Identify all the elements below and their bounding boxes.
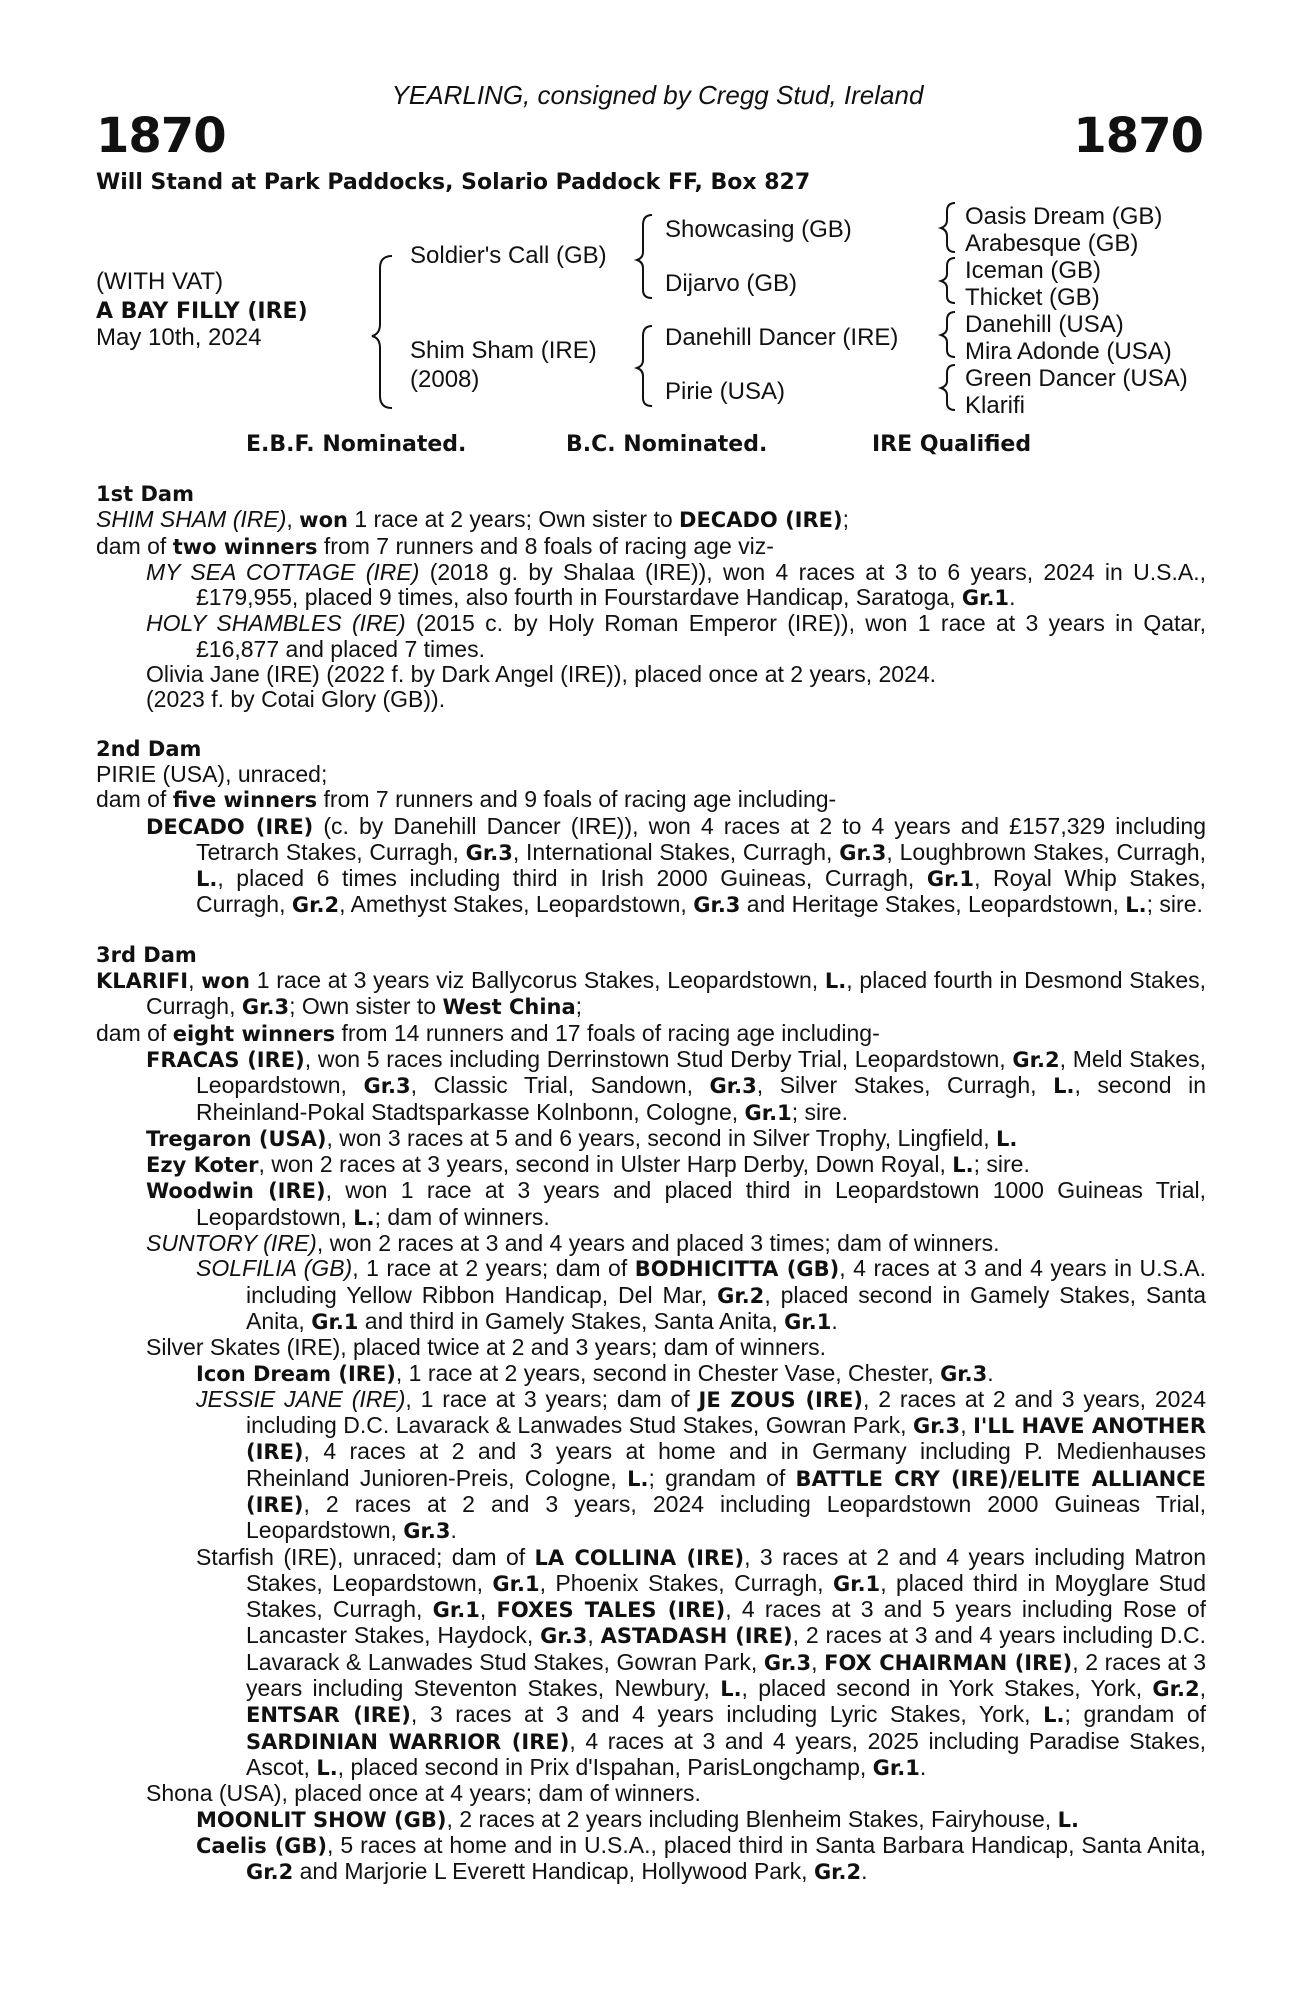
bold-text: won (299, 508, 348, 533)
pedigree-entry (96, 968, 1206, 1021)
entry-text: PIRIE (USA), unraced; (96, 760, 328, 787)
entry-text: ; Own sister to (289, 993, 443, 1020)
bold-text: two winners (172, 534, 318, 559)
pedigree-entry (96, 1361, 1206, 1387)
entry-text: . (450, 1517, 457, 1544)
entry-text: ; sire. (791, 1098, 848, 1125)
bold-text: Gr.1 (744, 1100, 792, 1125)
pedigree-entry (96, 1231, 1206, 1256)
entry-text: from 14 runners and 17 foals of racing age including- (335, 1019, 880, 1046)
bracket-gen3-a (941, 203, 955, 252)
stand-location: Will Stand at Park Paddocks, Solario Paddock FF, Box 827 (96, 170, 811, 195)
bold-text: ENTSAR (IRE) (246, 1703, 411, 1728)
bold-text: five winners (172, 788, 318, 813)
pedigree-entry (96, 662, 1206, 687)
entry-text: and Marjorie L Everett Handicap, Hollywood Park, (293, 1858, 814, 1885)
entry-text: ; grandam of (648, 1464, 796, 1491)
entry-text: Olivia Jane (IRE) (2022 f. by Dark Angel (IRE)), placed once at 2 years, 2024. (146, 661, 937, 688)
entry-text: dam of (96, 532, 173, 559)
bold-text: eight winners (172, 1021, 336, 1046)
bold-text: BODHICITTA (GB) (634, 1257, 840, 1282)
entry-text: , 1 race at 3 years; dam of (405, 1385, 699, 1412)
bold-text: Gr.3 (540, 1624, 588, 1649)
bold-text: FRACAS (IRE) (146, 1047, 305, 1072)
dam-sire-dam: Mira Adonde (USA) (965, 338, 1172, 365)
entry-text: , 3 races at 2 and 4 years including Matron Stakes, Leopardstown, (246, 1543, 1207, 1596)
entry-text: , won 2 races at 3 and 4 years and placed 3 times; dam of winners. (316, 1230, 1000, 1257)
entry-text: 1 race at 2 years; Own sister to (347, 506, 680, 533)
ebf-nomination: E.B.F. Nominated. (246, 432, 467, 457)
entry-text: , (811, 1648, 825, 1675)
entry-text: . (919, 1753, 927, 1780)
bracket-gen3-b (941, 258, 955, 303)
entry-text: , 5 races at home and in U.S.A., placed third in Santa Barbara Handicap, Santa Anita, (327, 1831, 1206, 1858)
bold-text: won (201, 969, 250, 994)
pedigree-entry (96, 1126, 1206, 1152)
section-heading: 2nd Dam (96, 736, 202, 761)
bold-text: Tregaron (USA) (146, 1126, 327, 1151)
bold-text: L. (1053, 1074, 1075, 1099)
bold-text: FOX CHAIRMAN (IRE) (824, 1650, 1073, 1675)
entry-text: , (1199, 1675, 1206, 1702)
bold-text: Gr.3 (912, 1414, 961, 1439)
bold-text: Gr.2 (717, 1283, 765, 1308)
pedigree-entry (96, 1545, 1206, 1782)
pedigree-entry (96, 1256, 1206, 1335)
foaling-date: May 10th, 2024 (96, 324, 262, 351)
bold-text: L. (316, 1755, 338, 1780)
pedigree-entry (96, 534, 1206, 560)
pedigree-entry (96, 1152, 1206, 1178)
bold-text: L. (996, 1126, 1018, 1151)
bold-text: Gr.2 (1152, 1677, 1200, 1702)
entry-text: ; dam of winners. (374, 1203, 550, 1230)
entry-text: , 2 races at 3 and 4 years including D.C. Lavarack & Lanwades Stud Stakes, Gowran Park, (246, 1622, 1206, 1675)
section-heading: 1st Dam (96, 482, 194, 506)
bold-text: Gr.3 (403, 1519, 451, 1544)
bold-text: Gr.1 (832, 1571, 881, 1596)
dam-dam: Pirie (USA) (665, 378, 786, 405)
bold-text: L. (824, 969, 847, 994)
bold-text: Gr.2 (246, 1860, 294, 1885)
pedigree-entry (96, 1021, 1206, 1047)
lot-number-right: 1870 (1073, 108, 1203, 164)
bracket-gen2-sire (637, 215, 652, 298)
bold-text: L. (720, 1677, 742, 1702)
entry-text: , International Stakes, Curragh, (512, 838, 840, 865)
entry-text: , won 2 races at 3 years, second in Ulster Harp Derby, Down Royal, (258, 1151, 953, 1178)
entry-text: , Silver Stakes, Curragh, (756, 1072, 1054, 1099)
bold-text: West China (442, 995, 576, 1020)
bold-text: Gr.2 (813, 1860, 862, 1885)
sire-sire-sire: Oasis Dream (GB) (965, 203, 1163, 230)
dam-dam-sire: Green Dancer (USA) (965, 365, 1188, 392)
bold-text: L. (196, 867, 218, 892)
entry-text: , placed third in Moyglare Stud Stakes, Curragh, (246, 1569, 1206, 1623)
bold-text: Gr.3 (839, 840, 887, 865)
italic-text: SHIM SHAM (IRE) (96, 506, 287, 533)
bold-text: Gr.1 (311, 1309, 359, 1334)
bold-text: Gr.3 (465, 840, 513, 865)
bold-text: DECADO (IRE) (146, 814, 314, 839)
entry-text: , 2 races at 2 and 3 years, 2024 including Leopardstown 2000 Guineas Trial, Leopardstown, (246, 1490, 1206, 1544)
sire-sire-dam: Arabesque (GB) (965, 230, 1139, 257)
bold-text: Gr.3 (363, 1074, 411, 1099)
bold-text: Gr.1 (961, 586, 1010, 611)
entry-text: , 4 races at 3 and 4 years in U.S.A. including Yellow Ribbon Handicap, Del Mar, (246, 1255, 1206, 1308)
entry-text: , placed second in Gamely Stakes, Santa Anita, (246, 1281, 1206, 1334)
dam-dam-dam: Klarifi (965, 392, 1026, 419)
entry-text: (c. by Danehill Dancer (IRE)), won 4 races at 2 to 4 years and £157,329 including Tetrarch Stakes, Curragh, (196, 812, 1206, 865)
entry-text: , (286, 506, 300, 533)
bold-text: L. (627, 1466, 649, 1491)
pedigree-entry (96, 1781, 1206, 1806)
entry-text: ; sire. (1146, 891, 1203, 918)
entry-text: , Loughbrown Stakes, Curragh, (886, 838, 1206, 865)
ire-qualification: IRE Qualified (872, 432, 1032, 457)
entry-text: (2023 f. by Cotai Glory (GB)). (146, 686, 446, 713)
sire-sire: Showcasing (GB) (665, 216, 852, 243)
entry-text: , 4 races at 3 and 5 years including Rose of Lancaster Stakes, Haydock, (246, 1596, 1207, 1649)
bracket-gen2-dam (637, 326, 652, 406)
entry-text: Starfish (IRE), unraced; dam of (196, 1543, 535, 1570)
dam-sire: Danehill Dancer (IRE) (665, 324, 899, 351)
entry-text: , won 1 race at 3 years and placed third in Leopardstown 1000 Guineas Trial, Leopardstown, (196, 1177, 1206, 1230)
italic-text: HOLY SHAMBLES (IRE) (146, 610, 406, 637)
entry-text: , (479, 1596, 497, 1623)
entry-text: , won 3 races at 5 and 6 years, second in Silver Trophy, Lingfield, (326, 1124, 996, 1151)
sire-dam-dam: Thicket (GB) (965, 284, 1100, 311)
entry-text: , 4 races at 2 and 3 years at home and in Germany including P. Medienhauses Rheinland Junioren-Preis, Cologne, (246, 1438, 1206, 1491)
lot-horse-name: A BAY FILLY (IRE) (96, 299, 308, 324)
pedigree-entry (96, 1387, 1206, 1545)
bold-text: L. (952, 1153, 974, 1178)
entry-text: Silver Skates (IRE), placed twice at 2 and 3 years; dam of winners. (146, 1334, 827, 1361)
entry-text: , (188, 967, 202, 994)
entry-text: and third in Gamely Stakes, Santa Anita, (358, 1307, 785, 1334)
entry-text: , 1 race at 2 years; dam of (352, 1255, 635, 1282)
entry-text: dam of (96, 786, 173, 813)
entry-text: , 2 races at 3 years including Steventon Stakes, Newbury, (246, 1648, 1206, 1702)
dam-year: (2008) (410, 366, 480, 393)
italic-text: JESSIE JANE (IRE) (196, 1385, 406, 1412)
bold-text: L. (1125, 893, 1147, 918)
entry-text: , second in Rheinland-Pokal Stadtsparkasse Kolnbonn, Cologne, (196, 1072, 1207, 1125)
bold-text: FOXES TALES (IRE) (496, 1598, 726, 1623)
bold-text: MOONLIT SHOW (GB) (196, 1807, 447, 1832)
entry-text: , Classic Trial, Sandown, (410, 1072, 710, 1099)
pedigree-entry (96, 1047, 1206, 1126)
entry-text: , (587, 1622, 601, 1649)
sire: Soldier's Call (GB) (410, 242, 607, 269)
bold-text: Ezy Koter (146, 1153, 259, 1178)
bold-text: DECADO (IRE) (679, 508, 843, 533)
pedigree-entry (96, 1807, 1206, 1833)
family-record (96, 482, 1206, 1885)
entry-text: dam of (96, 1019, 173, 1046)
lot-number-left: 1870 (96, 108, 226, 164)
pedigree-entry (96, 787, 1206, 813)
entry-text: , 4 races at 3 and 4 years, 2025 including Paradise Stakes, Ascot, (246, 1727, 1206, 1780)
bold-text: I'LL HAVE ANOTHER (IRE) (246, 1414, 1207, 1465)
entry-text: 1 race at 3 years viz Ballycorus Stakes, Leopardstown, (249, 967, 825, 994)
entry-text: ; (842, 506, 849, 533)
bold-text: L. (1057, 1807, 1079, 1832)
entry-text: , Royal Whip Stakes, Curragh, (196, 865, 1206, 918)
entry-text: , won 5 races including Derrinstown Stud Derby Trial, Leopardstown, (304, 1045, 1013, 1072)
entry-text: ; sire. (973, 1151, 1030, 1178)
entry-text: . (831, 1307, 838, 1334)
bold-text: Gr.3 (940, 1361, 988, 1386)
bold-text: Gr.1 (784, 1309, 832, 1334)
entry-text: , placed second in Prix d'Ispahan, ParisLongchamp, (337, 1753, 873, 1780)
bold-text: Gr.2 (291, 893, 340, 918)
bold-text: LA COLLINA (IRE) (534, 1545, 745, 1570)
entry-text: ; grandam of (1064, 1701, 1206, 1728)
dam-sire-sire: Danehill (USA) (965, 311, 1124, 338)
pedigree-entry (96, 507, 1206, 533)
bold-text: Gr.1 (926, 867, 975, 892)
bold-text: Gr.1 (492, 1571, 540, 1596)
dam: Shim Sham (IRE) (410, 337, 597, 364)
entry-text: , placed 6 times including third in Irish 2000 Guineas, Curragh, (217, 865, 927, 892)
section-gap (96, 713, 1206, 737)
entry-text: , (960, 1412, 974, 1439)
italic-text: SUNTORY (IRE) (146, 1230, 317, 1257)
sire-dam-sire: Iceman (GB) (965, 257, 1102, 284)
entry-text: , Phoenix Stakes, Curragh, (539, 1569, 833, 1596)
entry-text: and Heritage Stakes, Leopardstown, (740, 891, 1126, 918)
sire-dam: Dijarvo (GB) (665, 270, 798, 297)
bold-text: JE ZOUS (IRE) (698, 1387, 863, 1412)
entry-text: , 2 races at 2 years including Blenheim Stakes, Fairyhouse, (446, 1805, 1058, 1832)
bracket-gen1 (372, 256, 392, 408)
pedigree-entry (96, 1833, 1206, 1886)
bc-nomination: B.C. Nominated. (566, 432, 768, 457)
bold-text: SARDINIAN WARRIOR (IRE) (246, 1729, 570, 1754)
section-heading: 3rd Dam (96, 942, 197, 967)
bracket-gen3-c (941, 312, 955, 357)
bold-text: Woodwin (IRE) (146, 1179, 326, 1204)
italic-text: SOLFILIA (GB) (196, 1255, 353, 1282)
bold-text: Gr.2 (1012, 1047, 1060, 1072)
bold-text: L. (1043, 1703, 1065, 1728)
entry-text: . (861, 1858, 868, 1885)
bracket-gen3-d (941, 365, 955, 410)
bold-text: Gr.1 (872, 1755, 920, 1780)
bold-text: Gr.3 (693, 893, 741, 918)
bold-text: Gr.3 (763, 1650, 812, 1675)
entry-text: from 7 runners and 8 foals of racing age viz- (317, 532, 774, 559)
entry-text: , Meld Stakes, Leopardstown, (196, 1045, 1206, 1099)
pedigree-entry (96, 1335, 1206, 1360)
pedigree-entry (96, 560, 1206, 612)
entry-text: , 2 races at 2 and 3 years, 2024 including D.C. Lavarack & Lanwades Stud Stakes, Gowran Park, (246, 1385, 1207, 1439)
bold-text: KLARIFI (96, 969, 189, 994)
bold-text: Gr.3 (241, 995, 290, 1020)
pedigree-entry (96, 1178, 1206, 1231)
bold-text: Caelis (GB) (196, 1833, 328, 1858)
entry-text: , Amethyst Stakes, Leopardstown, (339, 891, 694, 918)
consignment-line: YEARLING, consigned by Cregg Stud, Ireland (391, 80, 924, 110)
entry-text: from 7 runners and 9 foals of racing age including- (317, 786, 837, 813)
entry-text: , 3 races at 3 and 4 years including Lyric Stakes, York, (410, 1701, 1044, 1728)
pedigree-entry (96, 687, 1206, 712)
pedigree-entry (96, 762, 1206, 787)
pedigree-entry (96, 814, 1206, 919)
bold-text: ASTADASH (IRE) (600, 1624, 793, 1649)
bold-text: Gr.3 (709, 1074, 757, 1099)
bold-text: BATTLE CRY (IRE)/ELITE ALLIANCE (IRE) (246, 1466, 1206, 1517)
entry-text: (2018 g. by Shalaa (IRE)), won 4 races at 3 to 6 years, 2024 in U.S.A., £179,955, placed 9 times, also fourth in Fourstardave Handicap, Saratoga, (196, 558, 1207, 611)
entry-text: Shona (USA), placed once at 4 years; dam of winners. (146, 1780, 701, 1807)
bold-text: Icon Dream (IRE) (196, 1361, 396, 1386)
entry-text: , placed second in York Stakes, York, (741, 1675, 1153, 1702)
entry-text: (2015 c. by Holy Roman Emperor (IRE)), won 1 race at 3 years in Qatar, £16,877 and placed 7 times. (196, 610, 1206, 662)
pedigree-entry (96, 611, 1206, 662)
entry-text: ; (575, 993, 583, 1020)
entry-text: . (987, 1359, 994, 1386)
vat-note: (WITH VAT) (96, 268, 224, 295)
entry-text: . (1009, 584, 1016, 611)
entry-text: , placed fourth in Desmond Stakes, Curragh, (146, 967, 1206, 1020)
italic-text: MY SEA COTTAGE (IRE) (146, 558, 420, 585)
section-gap (96, 919, 1206, 943)
bold-text: Gr.1 (432, 1598, 480, 1623)
bold-text: L. (353, 1205, 375, 1230)
entry-text: , 1 race at 2 years, second in Chester Vase, Chester, (395, 1359, 941, 1386)
